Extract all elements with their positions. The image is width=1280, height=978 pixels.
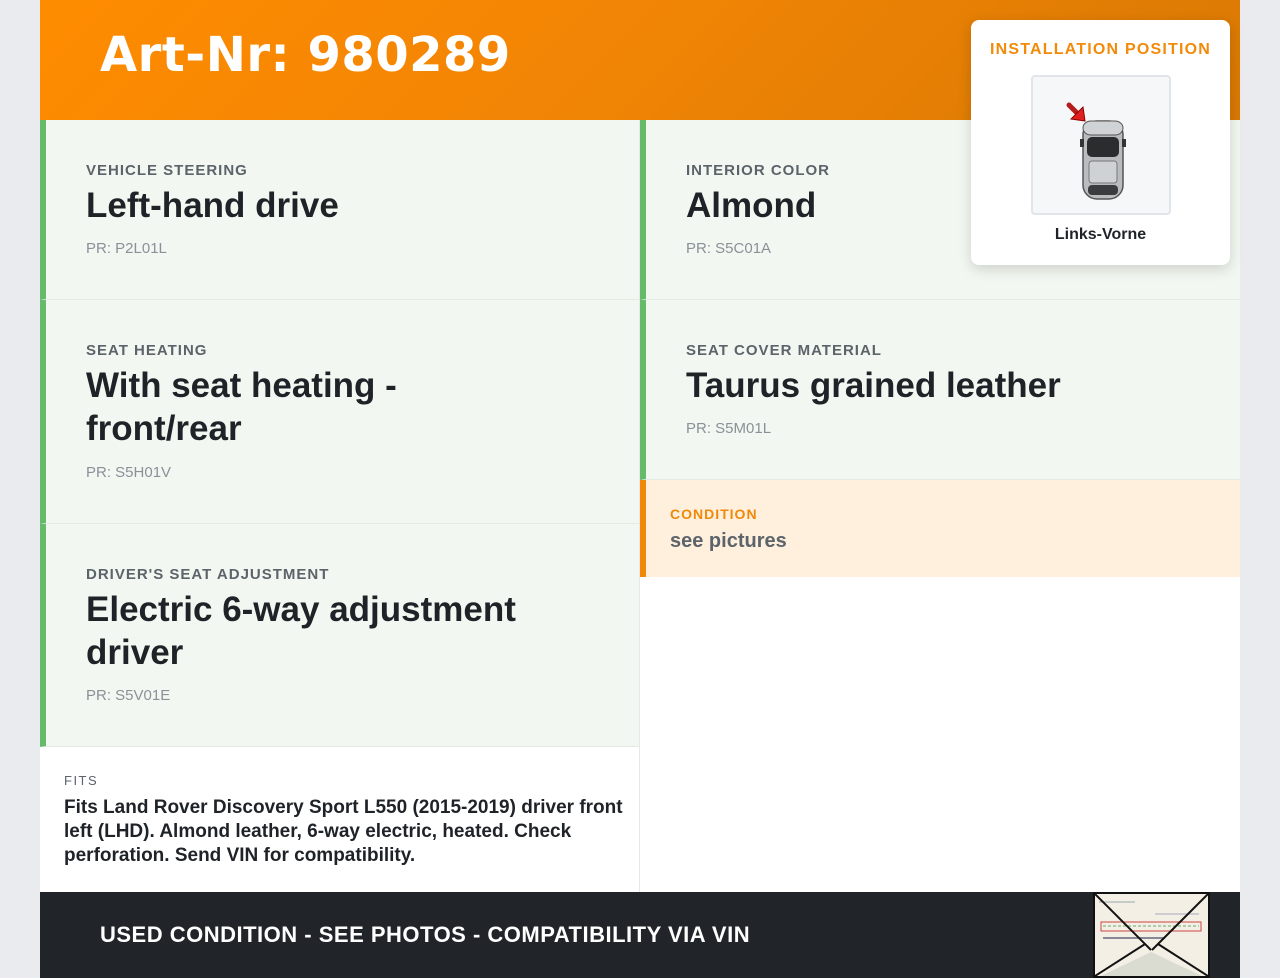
fits-label: FITS: [64, 773, 99, 788]
installation-position-card: [971, 20, 1230, 265]
spec-label: VEHICLE STEERING: [86, 162, 248, 179]
spec-pr-code: PR: S5M01L: [686, 420, 772, 437]
document-photo-icon: [1095, 894, 1208, 976]
spec-label: SEAT HEATING: [86, 342, 208, 359]
column-divider: [639, 120, 640, 892]
spec-value: Taurus grained leather: [686, 366, 1061, 405]
spec-pr-code: PR: S5H01V: [86, 464, 172, 481]
spec-seat-cover-material: [640, 300, 1240, 480]
spec-pr-code: PR: P2L01L: [86, 240, 167, 257]
spec-seat-heating: [40, 300, 639, 524]
fits-section: [40, 747, 639, 892]
spec-label: INTERIOR COLOR: [686, 162, 830, 179]
installation-position-title: INSTALLATION POSITION: [989, 41, 1212, 58]
spec-value: With seat heating - front/rear: [86, 366, 397, 448]
condition-label: CONDITION: [670, 506, 758, 522]
arrow-front-left-icon: [1069, 105, 1085, 121]
spec-label: SEAT COVER MATERIAL: [686, 342, 882, 359]
footer-banner-text: USED CONDITION - SEE PHOTOS - COMPATIBILITY VIA VIN: [100, 922, 751, 947]
document-photo-thumbnail[interactable]: [1093, 892, 1210, 978]
spec-value: Left-hand drive: [86, 186, 339, 225]
spec-pr-code: PR: S5V01E: [86, 687, 171, 704]
fits-text: Fits Land Rover Discovery Sport L550 (2015-2019) driver front left (LHD). Almond leather, 6-way electric, heated. Check perforation. Send VIN for compatibility.: [64, 797, 623, 866]
spec-label: DRIVER'S SEAT ADJUSTMENT: [86, 566, 330, 583]
spec-pr-code: PR: S5C01A: [686, 240, 772, 257]
installation-position-value: Links-Vorne: [1054, 226, 1147, 243]
spec-seat-adjustment: [40, 524, 639, 747]
spec-vehicle-steering: [40, 120, 639, 300]
car-top-view-icon: [1033, 77, 1169, 213]
condition-value: see pictures: [670, 530, 787, 552]
car-position-image: [1031, 75, 1171, 215]
condition-box: [640, 480, 1240, 577]
footer-banner: [40, 892, 1240, 978]
article-number: Art-Nr: 980289: [100, 27, 511, 83]
spec-value: Electric 6-way adjustment driver: [86, 590, 516, 672]
spec-value: Almond: [686, 186, 817, 225]
